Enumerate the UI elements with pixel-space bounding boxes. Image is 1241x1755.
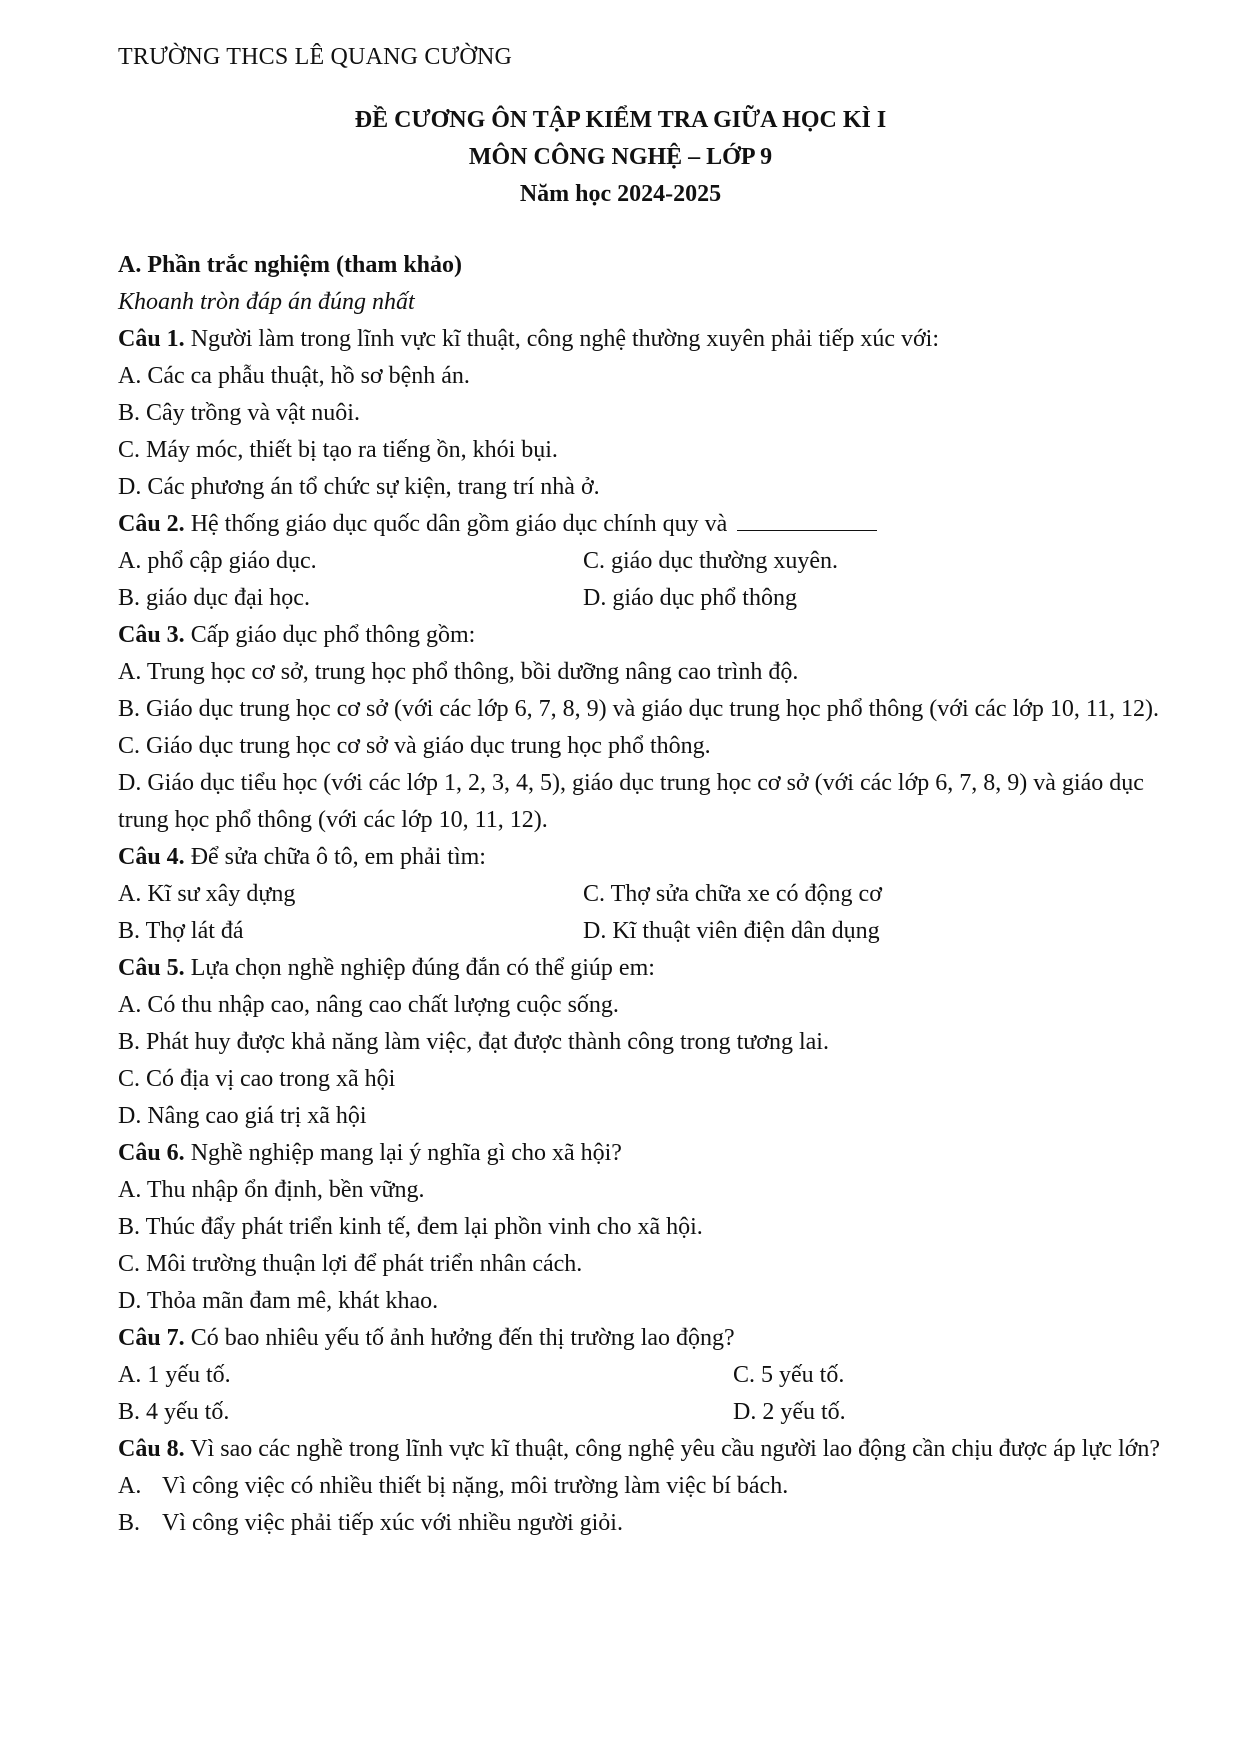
q1-option-c: C. Máy móc, thiết bị tạo ra tiếng ồn, khói bụi. xyxy=(118,437,558,463)
q7-option-d: D. 2 yếu tố. xyxy=(733,1399,846,1425)
q6-option-d: D. Thỏa mãn đam mê, khát khao. xyxy=(118,1288,439,1314)
question-number: Câu 2. xyxy=(118,511,185,537)
q4-option-a: A. Kĩ sư xây dựng xyxy=(118,881,296,907)
q1-option-d: D. Các phương án tổ chức sự kiện, trang trí nhà ở. xyxy=(118,474,600,500)
q7-option-b: B. 4 yếu tố. xyxy=(118,1399,230,1425)
q1-option-b: B. Cây trồng và vật nuôi. xyxy=(118,400,360,426)
option-text: Vì công việc phải tiếp xúc với nhiều người giỏi. xyxy=(162,1510,623,1536)
title-block xyxy=(0,102,1241,213)
question-3 xyxy=(118,617,1178,654)
question-4 xyxy=(118,839,1178,876)
school-name: TRƯỜNG THCS LÊ QUANG CƯỜNG xyxy=(118,44,513,70)
question-number: Câu 3. xyxy=(118,622,185,648)
q3-option-b: B. Giáo dục trung học cơ sở (với các lớp 6, 7, 8, 9) và giáo dục trung học phổ thông (với các lớp 10, 11, 12). xyxy=(118,696,1160,722)
question-number: Câu 8. xyxy=(118,1436,185,1462)
q2-options-row-2 xyxy=(118,580,1178,617)
question-text: Lựa chọn nghề nghiệp đúng đắn có thể giúp em: xyxy=(184,955,655,981)
question-8 xyxy=(118,1431,1178,1468)
q7-option-a: A. 1 yếu tố. xyxy=(118,1362,231,1388)
q6-option-c: C. Môi trường thuận lợi để phát triển nhân cách. xyxy=(118,1251,583,1277)
q6-option-a: A. Thu nhập ổn định, bền vững. xyxy=(118,1177,425,1203)
q4-options-row-2 xyxy=(118,913,1178,950)
content xyxy=(118,247,1178,1542)
q5-option-a: A. Có thu nhập cao, nâng cao chất lượng cuộc sống. xyxy=(118,992,619,1018)
question-1 xyxy=(118,321,1178,358)
question-number: Câu 7. xyxy=(118,1325,185,1351)
q2-option-b: B. giáo dục đại học. xyxy=(118,585,310,611)
q8-option-b xyxy=(118,1505,1178,1542)
q1-option-a: A. Các ca phẫu thuật, hồ sơ bệnh án. xyxy=(118,363,470,389)
q2-option-a: A. phổ cập giáo dục. xyxy=(118,548,317,574)
question-text: Nghề nghiệp mang lại ý nghĩa gì cho xã hội? xyxy=(184,1140,622,1166)
question-text: Người làm trong lĩnh vực kĩ thuật, công nghệ thường xuyên phải tiếp xúc với: xyxy=(184,326,939,352)
q4-option-c: C. Thợ sửa chữa xe có động cơ xyxy=(583,881,882,907)
title-line-1: ĐỀ CƯƠNG ÔN TẬP KIỂM TRA GIỮA HỌC KÌ I xyxy=(354,107,887,133)
q3-option-d: D. Giáo dục tiểu học (với các lớp 1, 2, 3, 4, 5), giáo dục trung học cơ sở (với các lớp 6, 7, 8, 9) và giáo dục trung học phổ thông (với các lớp 10, 11, 12). xyxy=(118,770,1144,833)
question-6 xyxy=(118,1135,1178,1172)
question-2 xyxy=(118,506,1178,543)
title-line-2: MÔN CÔNG NGHỆ – LỚP 9 xyxy=(468,144,773,170)
q4-options-row-1 xyxy=(118,876,1178,913)
q6-option-b: B. Thúc đẩy phát triển kinh tế, đem lại phồn vinh cho xã hội. xyxy=(118,1214,703,1240)
question-7 xyxy=(118,1320,1178,1357)
q2-option-d: D. giáo dục phổ thông xyxy=(583,585,797,611)
answer-blank xyxy=(737,512,877,531)
section-a-instruction: Khoanh tròn đáp án đúng nhất xyxy=(118,289,415,315)
q7-options-row-2 xyxy=(118,1394,1178,1431)
q2-option-c: C. giáo dục thường xuyên. xyxy=(583,548,838,574)
q5-option-b: B. Phát huy được khả năng làm việc, đạt được thành công trong tương lai. xyxy=(118,1029,829,1055)
section-a-heading: A. Phần trắc nghiệm (tham khảo) xyxy=(118,252,463,278)
question-text: Hệ thống giáo dục quốc dân gồm giáo dục chính quy và xyxy=(184,511,728,537)
q3-option-a: A. Trung học cơ sở, trung học phổ thông, bồi dưỡng nâng cao trình độ. xyxy=(118,659,799,685)
question-5 xyxy=(118,950,1178,987)
question-text: Để sửa chữa ô tô, em phải tìm: xyxy=(184,844,486,870)
q8-option-a xyxy=(118,1468,1178,1505)
q7-options-row-1 xyxy=(118,1357,1178,1394)
question-number: Câu 4. xyxy=(118,844,185,870)
title-line-3: Năm học 2024-2025 xyxy=(519,181,722,207)
q7-option-c: C. 5 yếu tố. xyxy=(733,1362,845,1388)
option-text: Vì công việc có nhiều thiết bị nặng, môi trường làm việc bí bách. xyxy=(162,1473,789,1499)
question-text: Có bao nhiêu yếu tố ảnh hưởng đến thị trường lao động? xyxy=(184,1325,735,1351)
option-label: A. xyxy=(118,1473,142,1499)
q4-option-d: D. Kĩ thuật viên điện dân dụng xyxy=(583,918,880,944)
question-number: Câu 6. xyxy=(118,1140,185,1166)
question-text: Vì sao các nghề trong lĩnh vực kĩ thuật, công nghệ yêu cầu người lao động cần chịu được áp lực lớn? xyxy=(184,1436,1161,1462)
q5-option-c: C. Có địa vị cao trong xã hội xyxy=(118,1066,396,1092)
question-number: Câu 5. xyxy=(118,955,185,981)
question-text: Cấp giáo dục phổ thông gồm: xyxy=(184,622,476,648)
q5-option-d: D. Nâng cao giá trị xã hội xyxy=(118,1103,367,1129)
question-number: Câu 1. xyxy=(118,326,185,352)
q3-option-c: C. Giáo dục trung học cơ sở và giáo dục trung học phổ thông. xyxy=(118,733,711,759)
option-label: B. xyxy=(118,1510,141,1536)
q4-option-b: B. Thợ lát đá xyxy=(118,918,244,944)
q2-options-row-1 xyxy=(118,543,1178,580)
